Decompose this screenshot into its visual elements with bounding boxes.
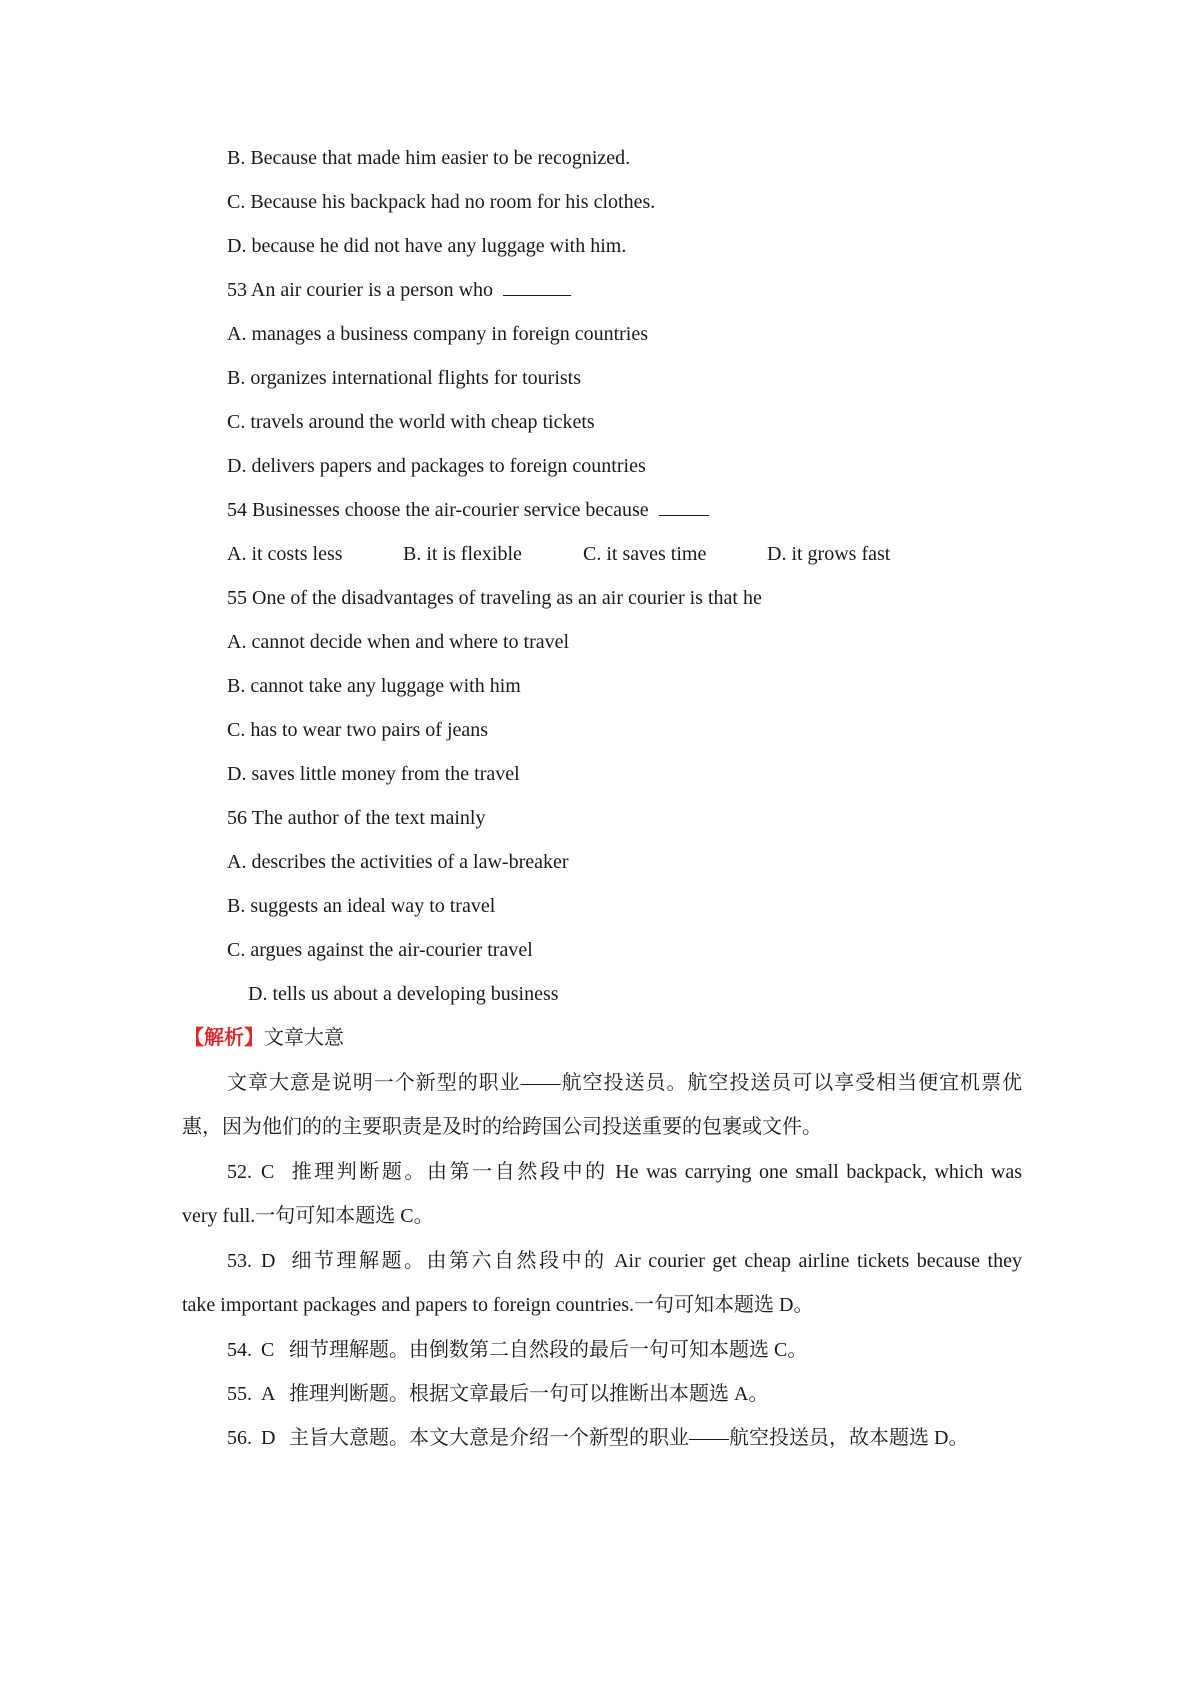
q56-option-a: A. describes the activities of a law-breaker <box>227 851 569 873</box>
q56-stem: 56 The author of the text mainly <box>227 807 486 829</box>
answer-55-choice: A <box>261 1383 276 1405</box>
answer-54-number: 54. <box>227 1339 252 1361</box>
summary-line-1: 文章大意是说明一个新型的职业——航空投送员。航空投送员可以享受相当便宜机票优 <box>227 1072 1022 1094</box>
answer-52-choice: C <box>261 1161 275 1183</box>
answer-52-line-1 <box>227 1158 1022 1186</box>
answer-53-line-1 <box>227 1247 1022 1275</box>
q55-option-c: C. has to wear two pairs of jeans <box>227 719 489 741</box>
q54-option-b: B. it is flexible <box>403 543 522 565</box>
answer-52-line-2: very full.一句可知本题选 C。 <box>182 1205 434 1227</box>
analysis-title: 文章大意 <box>264 1027 344 1049</box>
q54-option-d: D. it grows fast <box>767 543 891 565</box>
answer-55-text: 推理判断题。根据文章最后一句可以推断出本题选 A。 <box>289 1383 769 1405</box>
answer-55-number: 55. <box>227 1383 252 1405</box>
q53-option-a: A. manages a business company in foreign countries <box>227 323 649 345</box>
analysis-heading <box>184 1024 344 1052</box>
q54-stem-line <box>227 496 709 524</box>
q53-option-d: D. delivers papers and packages to foreign countries <box>227 455 646 477</box>
q53-stem: 53 An air courier is a person who <box>227 279 494 301</box>
answer-52-number: 52. <box>227 1161 252 1183</box>
answer-53-line-2: take important packages and papers to foreign countries.一句可知本题选 D。 <box>182 1294 814 1316</box>
analysis-tag: 【解析】 <box>184 1027 264 1049</box>
answer-54 <box>227 1336 807 1364</box>
q54-stem: 54 Businesses choose the air-courier service because <box>227 499 649 521</box>
answer-54-choice: C <box>261 1339 275 1361</box>
q52-option-c: C. Because his backpack had no room for his clothes. <box>227 191 656 213</box>
q52-option-d: D. because he did not have any luggage with him. <box>227 235 627 257</box>
answer-52-text: 推理判断题。由第一自然段中的 He was carrying one small backpack, which was <box>289 1161 1022 1183</box>
answer-56-choice: D <box>261 1427 276 1449</box>
answer-56-number: 56. <box>227 1427 252 1449</box>
q53-option-c: C. travels around the world with cheap tickets <box>227 411 595 433</box>
answer-56 <box>227 1424 968 1452</box>
q54-options-row <box>227 540 890 568</box>
answer-blank <box>659 497 709 516</box>
q56-option-d: D. tells us about a developing business <box>248 983 559 1005</box>
answer-53-choice: D <box>261 1250 276 1272</box>
answer-55 <box>227 1380 768 1408</box>
q55-option-b: B. cannot take any luggage with him <box>227 675 521 697</box>
answer-56-text: 主旨大意题。本文大意是介绍一个新型的职业——航空投送员，故本题选 D。 <box>289 1427 969 1449</box>
q55-option-a: A. cannot decide when and where to travel <box>227 631 570 653</box>
answer-54-text: 细节理解题。由倒数第二自然段的最后一句可知本题选 C。 <box>289 1339 808 1361</box>
answer-blank <box>503 277 571 296</box>
q56-option-b: B. suggests an ideal way to travel <box>227 895 496 917</box>
q53-stem-line <box>227 276 571 304</box>
summary-line-2: 惠，因为他们的的主要职责是及时的给跨国公司投送重要的包裹或文件。 <box>182 1116 822 1138</box>
q55-stem: 55 One of the disadvantages of traveling as an air courier is that he <box>227 587 762 609</box>
q53-option-b: B. organizes international flights for tourists <box>227 367 582 389</box>
answer-53-number: 53. <box>227 1250 252 1272</box>
q55-option-d: D. saves little money from the travel <box>227 763 520 785</box>
q54-option-c: C. it saves time <box>583 543 707 565</box>
q54-option-a: A. it costs less <box>227 543 343 565</box>
answer-53-text: 细节理解题。由第六自然段中的 Air courier get cheap airline tickets because they <box>289 1250 1022 1272</box>
q56-option-c: C. argues against the air-courier travel <box>227 939 533 961</box>
q52-option-b: B. Because that made him easier to be recognized. <box>227 147 631 169</box>
